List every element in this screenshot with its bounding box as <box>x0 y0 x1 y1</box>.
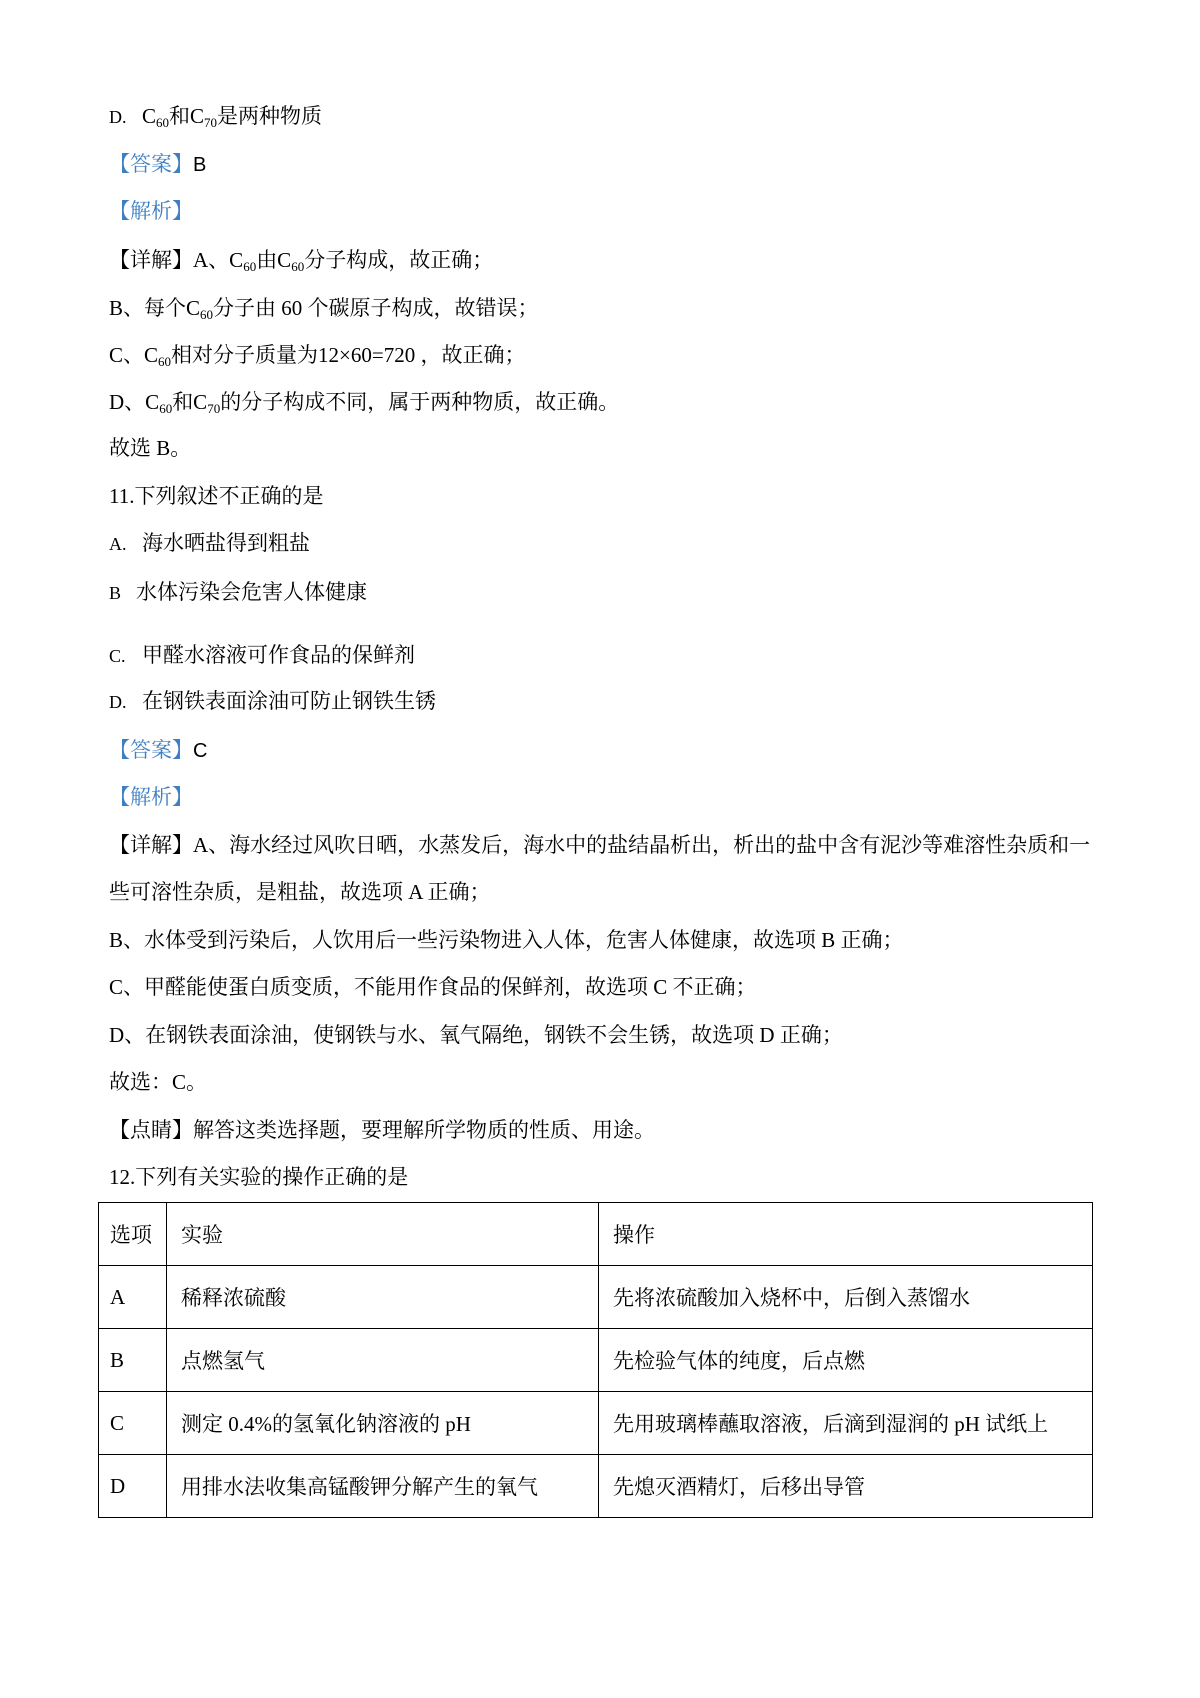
detail-text-part: C、C <box>109 343 159 367</box>
subscript: 60 <box>200 307 214 322</box>
option-text-part: 是两种物质 <box>217 104 323 128</box>
q11-conclusion: 故选：C。 <box>109 1070 208 1094</box>
q11-analysis-heading <box>109 786 193 808</box>
answer-tag: 【答案】 <box>109 152 193 176</box>
subscript: 60 <box>243 259 257 274</box>
option-label: D. <box>109 692 127 712</box>
detail-text-part: 分子由 60 个碳原子构成，故错误； <box>213 296 539 320</box>
table-header-cell: 操作 <box>599 1203 1093 1266</box>
table-cell-experiment: 点燃氢气 <box>167 1329 599 1392</box>
subscript: 70 <box>204 115 218 130</box>
q11-stem: 11.下列叙述不正确的是 <box>109 484 324 508</box>
subscript: 70 <box>207 401 221 416</box>
detail-text-part: 【详解】A、C <box>109 248 244 272</box>
subscript: 60 <box>291 259 305 274</box>
subscript: 60 <box>158 354 172 369</box>
option-label: C. <box>109 646 126 666</box>
table-header-cell: 选项 <box>99 1203 167 1266</box>
q11-detail-line: C、甲醛能使蛋白质变质，不能用作食品的保鲜剂，故选项 C 不正确； <box>109 975 757 999</box>
option-text: 甲醛水溶液可作食品的保鲜剂 <box>142 643 415 667</box>
option-text: 水体污染会危害人体健康 <box>136 580 367 604</box>
table-cell-option: C <box>99 1392 167 1455</box>
q11-option-b <box>109 581 367 603</box>
option-label: B <box>109 583 122 603</box>
table-cell-option: D <box>99 1455 167 1518</box>
subscript: 60 <box>156 115 170 130</box>
table-cell-experiment: 用排水法收集高锰酸钾分解产生的氧气 <box>167 1455 599 1518</box>
q11-tip: 【点睛】解答这类选择题，要理解所学物质的性质、用途。 <box>109 1118 655 1142</box>
detail-text-part: B、每个C <box>109 296 201 320</box>
table-cell-experiment: 测定 0.4%的氢氧化钠溶液的 pH <box>167 1392 599 1455</box>
option-text-part: C <box>142 104 157 128</box>
analysis-tag: 【解析】 <box>109 199 193 223</box>
q10-answer <box>109 153 206 175</box>
detail-text-part: 分子构成，故正确； <box>304 248 494 272</box>
detail-text-part: 由C <box>256 248 292 272</box>
table-cell-operation: 先用玻璃棒蘸取溶液，后滴到湿润的 pH 试纸上 <box>599 1392 1093 1455</box>
q10-detail-line <box>109 390 620 416</box>
table-row <box>99 1329 1093 1392</box>
q11-detail-line: 【详解】A、海水经过风吹日晒，水蒸发后，海水中的盐结晶析出，析出的盐中含有泥沙等难溶性杂质和一 <box>109 833 1091 857</box>
option-text: 在钢铁表面涂油可防止钢铁生锈 <box>142 689 436 713</box>
table-row <box>99 1266 1093 1329</box>
detail-text-part: 相对分子质量为12×60=720 ，故正确； <box>171 343 526 367</box>
q10-detail-line <box>109 343 526 369</box>
option-label: D. <box>109 107 127 127</box>
table-cell-operation: 先熄灭酒精灯，后移出导管 <box>599 1455 1093 1518</box>
option-text-part: 和C <box>169 104 205 128</box>
q11-option-c <box>109 644 415 666</box>
q12-experiment-table <box>98 1202 1093 1518</box>
table-header-row <box>99 1203 1093 1266</box>
answer-value: B <box>193 154 207 176</box>
table-cell-option: A <box>99 1266 167 1329</box>
analysis-tag: 【解析】 <box>109 785 193 809</box>
option-text: 海水晒盐得到粗盐 <box>142 531 310 555</box>
q12-stem: 12.下列有关实验的操作正确的是 <box>109 1165 409 1189</box>
q11-detail-line: B、水体受到污染后，人饮用后一些污染物进入人体，危害人体健康，故选项 B 正确； <box>109 928 904 952</box>
q10-analysis-heading <box>109 200 193 222</box>
q10-conclusion: 故选 B。 <box>109 436 192 460</box>
table-row <box>99 1392 1093 1455</box>
table-row <box>99 1455 1093 1518</box>
q11-detail-line: D、在钢铁表面涂油，使钢铁与水、氧气隔绝，钢铁不会生锈，故选项 D 正确； <box>109 1023 843 1047</box>
option-label: A. <box>109 534 127 554</box>
q10-option-d <box>109 104 323 130</box>
table-header-cell: 实验 <box>167 1203 599 1266</box>
q10-detail-line <box>109 296 539 322</box>
q11-option-a <box>109 532 310 554</box>
table-cell-option: B <box>99 1329 167 1392</box>
q11-detail-line: 些可溶性杂质，是粗盐，故选项 A 正确； <box>109 880 491 904</box>
subscript: 60 <box>159 401 173 416</box>
detail-text-part: 的分子构成不同，属于两种物质，故正确。 <box>220 390 620 414</box>
table-cell-operation: 先将浓硫酸加入烧杯中，后倒入蒸馏水 <box>599 1266 1093 1329</box>
q11-option-d <box>109 690 436 712</box>
answer-tag: 【答案】 <box>109 738 193 762</box>
q10-detail-line <box>109 248 494 274</box>
detail-text-part: D、C <box>109 390 160 414</box>
detail-text-part: 和C <box>172 390 208 414</box>
q11-answer <box>109 739 207 761</box>
table-cell-operation: 先检验气体的纯度，后点燃 <box>599 1329 1093 1392</box>
table-cell-experiment: 稀释浓硫酸 <box>167 1266 599 1329</box>
answer-value: C <box>193 740 208 762</box>
